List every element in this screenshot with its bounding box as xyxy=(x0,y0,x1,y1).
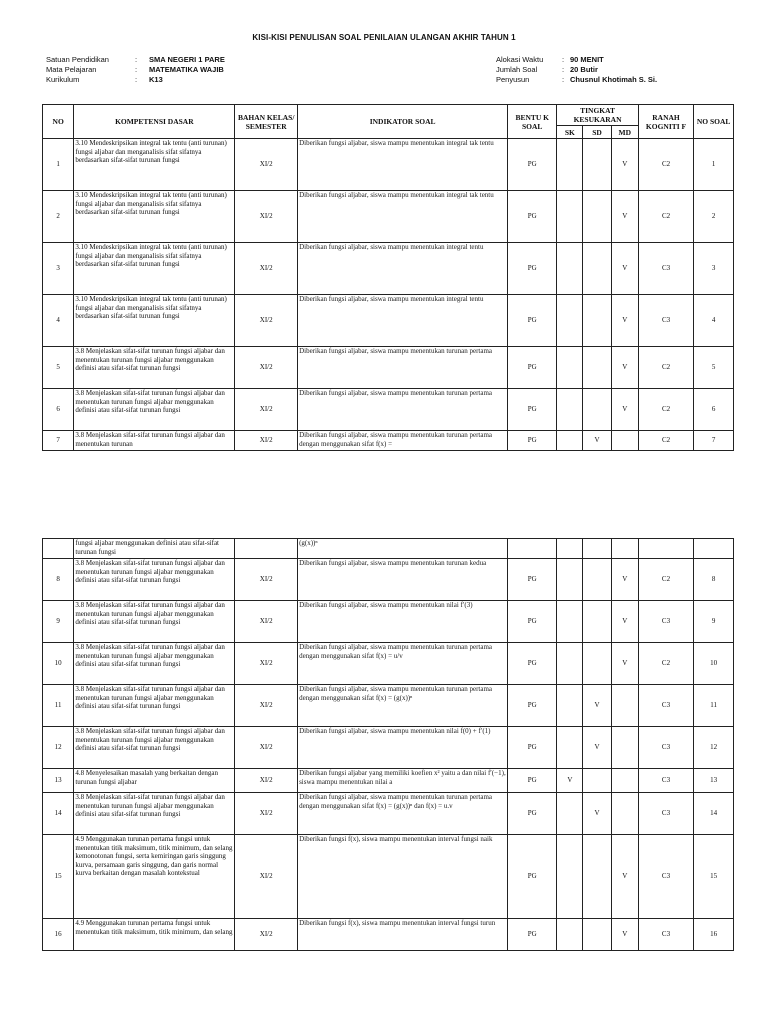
bahan-kelas-cell xyxy=(235,539,298,559)
bahan-kelas-cell: XI/2 xyxy=(235,347,298,389)
row-number: 7 xyxy=(43,431,74,451)
table-row xyxy=(43,793,734,835)
row-number: 1 xyxy=(43,139,74,191)
bentuk-soal-cell: PG xyxy=(508,389,557,431)
md-mark xyxy=(611,727,638,769)
row-number: 9 xyxy=(43,601,74,643)
row-number: 13 xyxy=(43,769,74,793)
bahan-kelas-cell: XI/2 xyxy=(235,139,298,191)
ranah-kognitif-cell: C3 xyxy=(638,727,693,769)
row-number: 14 xyxy=(43,793,74,835)
md-mark: V xyxy=(611,295,638,347)
no-soal-cell: 3 xyxy=(694,243,734,295)
bentuk-soal-cell xyxy=(508,539,557,559)
table-row xyxy=(43,431,734,451)
row-number: 11 xyxy=(43,685,74,727)
md-mark: V xyxy=(611,139,638,191)
md-mark xyxy=(611,431,638,451)
kompetensi-dasar-cell: 3.8 Menjelaskan sifat-sifat turunan fungsi aljabar dan menentukan turunan fungsi aljabar menggunakan definisi atau sifat-sifat turunan fungsi xyxy=(74,793,235,835)
table-row xyxy=(43,295,734,347)
indikator-soal-cell: Diberikan fungsi aljabar, siswa mampu menentukan turunan pertama dengan menggunakan sifat f(x) = (g(x))ⁿ xyxy=(298,685,508,727)
meta-value: 90 MENIT xyxy=(570,55,604,64)
no-soal-cell: 11 xyxy=(694,685,734,727)
md-mark: V xyxy=(611,243,638,295)
sd-mark xyxy=(583,769,611,793)
no-soal-cell: 12 xyxy=(694,727,734,769)
meta-colon: : xyxy=(562,65,565,74)
meta-right xyxy=(496,55,657,85)
meta-label: Mata Pelajaran xyxy=(46,65,97,74)
header-md: MD xyxy=(611,126,638,139)
header-bahan-kelas: BAHAN KELAS/ SEMESTER xyxy=(235,105,298,139)
bentuk-soal-cell: PG xyxy=(508,727,557,769)
indikator-soal-cell: Diberikan fungsi aljabar, siswa mampu menentukan turunan pertama xyxy=(298,347,508,389)
md-mark xyxy=(611,685,638,727)
kompetensi-dasar-cell: 3.8 Menjelaskan sifat-sifat turunan fungsi aljabar dan menentukan turunan fungsi aljabar menggunakan definisi atau sifat-sifat turunan fungsi xyxy=(74,685,235,727)
no-soal-cell xyxy=(694,539,734,559)
kisi-kisi-table-page-1 xyxy=(42,104,734,451)
meta-row xyxy=(46,65,225,75)
table-row xyxy=(43,727,734,769)
ranah-kognitif-cell: C3 xyxy=(638,919,693,951)
header-sk: SK xyxy=(557,126,583,139)
no-soal-cell: 9 xyxy=(694,601,734,643)
table-row xyxy=(43,191,734,243)
no-soal-cell: 5 xyxy=(694,347,734,389)
bahan-kelas-cell: XI/2 xyxy=(235,727,298,769)
meta-colon: : xyxy=(562,55,565,64)
indikator-soal-cell: Diberikan fungsi aljabar, siswa mampu menentukan integral tentu xyxy=(298,243,508,295)
kompetensi-dasar-cell: 3.8 Menjelaskan sifat-sifat turunan fungsi aljabar dan menentukan turunan xyxy=(74,431,235,451)
sk-mark xyxy=(557,727,583,769)
bentuk-soal-cell: PG xyxy=(508,295,557,347)
kompetensi-dasar-cell: 3.10 Mendeskripsikan integral tak tentu (anti turunan) fungsi aljabar dan menganalisis sifat sifatnya berdasarkan sifat-sifat turunan fungsi xyxy=(74,191,235,243)
indikator-soal-cell: Diberikan fungsi aljabar, siswa mampu menentukan integral tak tentu xyxy=(298,139,508,191)
sd-mark xyxy=(583,919,611,951)
sd-mark xyxy=(583,389,611,431)
bahan-kelas-cell: XI/2 xyxy=(235,431,298,451)
meta-colon: : xyxy=(135,55,138,64)
sd-mark xyxy=(583,835,611,919)
sd-mark xyxy=(583,539,611,559)
sd-mark xyxy=(583,243,611,295)
meta-colon: : xyxy=(135,75,138,84)
sk-mark xyxy=(557,919,583,951)
header-ranah-kognitif: RANAH KOGNITI F xyxy=(638,105,693,139)
row-number: 8 xyxy=(43,559,74,601)
bahan-kelas-cell: XI/2 xyxy=(235,295,298,347)
ranah-kognitif-cell: C2 xyxy=(638,389,693,431)
row-number: 15 xyxy=(43,835,74,919)
header-sd: SD xyxy=(583,126,611,139)
no-soal-cell: 1 xyxy=(694,139,734,191)
ranah-kognitif-cell: C3 xyxy=(638,601,693,643)
sk-mark xyxy=(557,643,583,685)
bentuk-soal-cell: PG xyxy=(508,643,557,685)
ranah-kognitif-cell: C2 xyxy=(638,431,693,451)
bentuk-soal-cell: PG xyxy=(508,431,557,451)
header-indikator-soal: INDIKATOR SOAL xyxy=(298,105,508,139)
md-mark: V xyxy=(611,347,638,389)
sd-mark xyxy=(583,347,611,389)
kompetensi-dasar-cell: 3.8 Menjelaskan sifat-sifat turunan fungsi aljabar dan menentukan turunan fungsi aljabar menggunakan definisi atau sifat-sifat turunan fungsi xyxy=(74,601,235,643)
indikator-soal-cell: Diberikan fungsi aljabar, siswa mampu menentukan turunan pertama dengan menggunakan sifat f(x) = xyxy=(298,431,508,451)
table-row xyxy=(43,347,734,389)
sk-mark xyxy=(557,431,583,451)
row-number: 5 xyxy=(43,347,74,389)
table-row xyxy=(43,559,734,601)
no-soal-cell: 10 xyxy=(694,643,734,685)
meta-colon: : xyxy=(562,75,565,84)
bentuk-soal-cell: PG xyxy=(508,685,557,727)
sk-mark xyxy=(557,793,583,835)
bahan-kelas-cell: XI/2 xyxy=(235,835,298,919)
md-mark xyxy=(611,793,638,835)
table-row xyxy=(43,601,734,643)
sd-mark xyxy=(583,559,611,601)
header-no-soal: NO SOAL xyxy=(694,105,734,139)
indikator-soal-cell: Diberikan fungsi aljabar, siswa mampu menentukan turunan kedua xyxy=(298,559,508,601)
sk-mark xyxy=(557,835,583,919)
sk-mark xyxy=(557,347,583,389)
meta-row xyxy=(496,75,657,85)
meta-value: Chusnul Khotimah S. Si. xyxy=(570,75,658,84)
indikator-soal-cell: Diberikan fungsi f(x), siswa mampu menentukan interval fungsi naik xyxy=(298,835,508,919)
kompetensi-dasar-cell: 4.9 Menggunakan turunan pertama fungsi untuk menentukan titik maksimum, titik minimum, dan selang kemonotonan fungsi, serta kemiringan garis singgung kurva, persamaan garis singgung, dan garis normal kurva berkaitan dengan masalah kontekstual xyxy=(74,835,235,919)
kompetensi-dasar-cell: 3.10 Mendeskripsikan integral tak tentu (anti turunan) fungsi aljabar dan menganalisis sifat sifatnya berdasarkan sifat-sifat turunan fungsi xyxy=(74,243,235,295)
kompetensi-dasar-cell: 4.8 Menyelesaikan masalah yang berkaitan dengan turunan fungsi aljabar xyxy=(74,769,235,793)
kompetensi-dasar-cell: 3.8 Menjelaskan sifat-sifat turunan fungsi aljabar dan menentukan turunan fungsi aljabar menggunakan definisi atau sifat-sifat turunan fungsi xyxy=(74,643,235,685)
sd-mark: V xyxy=(583,793,611,835)
ranah-kognitif-cell: C2 xyxy=(638,643,693,685)
header-no: NO xyxy=(43,105,74,139)
kompetensi-dasar-cell: 3.10 Mendeskripsikan integral tak tentu (anti turunan) fungsi aljabar dan menganalisis sifat sifatnya berdasarkan sifat-sifat turunan fungsi xyxy=(74,295,235,347)
no-soal-cell: 7 xyxy=(694,431,734,451)
bahan-kelas-cell: XI/2 xyxy=(235,643,298,685)
md-mark: V xyxy=(611,601,638,643)
ranah-kognitif-cell: C2 xyxy=(638,347,693,389)
kompetensi-dasar-cell: 3.8 Menjelaskan sifat-sifat turunan fungsi aljabar dan menentukan turunan fungsi aljabar menggunakan definisi atau sifat-sifat turunan fungsi xyxy=(74,347,235,389)
indikator-soal-cell: Diberikan fungsi aljabar, siswa mampu menentukan integral tentu xyxy=(298,295,508,347)
meta-value: 20 Butir xyxy=(570,65,598,74)
bentuk-soal-cell: PG xyxy=(508,243,557,295)
meta-row xyxy=(46,75,225,85)
row-number xyxy=(43,539,74,559)
sd-mark xyxy=(583,191,611,243)
table-row xyxy=(43,685,734,727)
row-number: 4 xyxy=(43,295,74,347)
md-mark: V xyxy=(611,191,638,243)
indikator-soal-cell: Diberikan fungsi aljabar, siswa mampu menentukan turunan pertama xyxy=(298,389,508,431)
row-number: 16 xyxy=(43,919,74,951)
meta-row xyxy=(46,55,225,65)
bentuk-soal-cell: PG xyxy=(508,769,557,793)
ranah-kognitif-cell xyxy=(638,539,693,559)
bahan-kelas-cell: XI/2 xyxy=(235,559,298,601)
table-row xyxy=(43,389,734,431)
kompetensi-dasar-cell: 3.10 Mendeskripsikan integral tak tentu (anti turunan) fungsi aljabar dan menganalisis sifat sifatnya berdasarkan sifat-sifat turunan fungsi xyxy=(74,139,235,191)
bentuk-soal-cell: PG xyxy=(508,191,557,243)
no-soal-cell: 16 xyxy=(694,919,734,951)
sd-mark xyxy=(583,601,611,643)
kompetensi-dasar-cell: 3.8 Menjelaskan sifat-sifat turunan fungsi aljabar dan menentukan turunan fungsi aljabar menggunakan definisi atau sifat-sifat turunan fungsi xyxy=(74,559,235,601)
sk-mark xyxy=(557,685,583,727)
bentuk-soal-cell: PG xyxy=(508,139,557,191)
meta-label: Satuan Pendidikan xyxy=(46,55,109,64)
meta-label: Jumlah Soal xyxy=(496,65,538,74)
md-mark: V xyxy=(611,389,638,431)
meta-colon: : xyxy=(135,65,138,74)
sk-mark xyxy=(557,559,583,601)
meta-left xyxy=(46,55,225,85)
ranah-kognitif-cell: C3 xyxy=(638,685,693,727)
md-mark: V xyxy=(611,835,638,919)
meta-value: MATEMATIKA WAJIB xyxy=(149,65,224,74)
meta-row xyxy=(496,65,657,75)
table-row xyxy=(43,243,734,295)
bahan-kelas-cell: XI/2 xyxy=(235,389,298,431)
sd-mark: V xyxy=(583,685,611,727)
bahan-kelas-cell: XI/2 xyxy=(235,191,298,243)
table-row xyxy=(43,769,734,793)
indikator-soal-cell: (g(x))ⁿ xyxy=(298,539,508,559)
sk-mark xyxy=(557,539,583,559)
ranah-kognitif-cell: C3 xyxy=(638,243,693,295)
row-number: 2 xyxy=(43,191,74,243)
meta-value: SMA NEGERI 1 PARE xyxy=(149,55,225,64)
sk-mark xyxy=(557,601,583,643)
ranah-kognitif-cell: C3 xyxy=(638,835,693,919)
sd-mark xyxy=(583,139,611,191)
md-mark xyxy=(611,539,638,559)
no-soal-cell: 14 xyxy=(694,793,734,835)
meta-label: Penyusun xyxy=(496,75,530,84)
sk-mark: V xyxy=(557,769,583,793)
indikator-soal-cell: Diberikan fungsi aljabar, siswa mampu menentukan nilai f(0) + f′(1) xyxy=(298,727,508,769)
table-body-page-1 xyxy=(43,139,734,451)
bentuk-soal-cell: PG xyxy=(508,793,557,835)
header-kompetensi-dasar: KOMPETENSI DASAR xyxy=(74,105,235,139)
indikator-soal-cell: Diberikan fungsi f(x), siswa mampu menentukan interval fungsi turun xyxy=(298,919,508,951)
md-mark xyxy=(611,769,638,793)
indikator-soal-cell: Diberikan fungsi aljabar, siswa mampu menentukan turunan pertama dengan menggunakan sifat f(x) = (g(x))ⁿ dan f(x) = u.v xyxy=(298,793,508,835)
no-soal-cell: 2 xyxy=(694,191,734,243)
bahan-kelas-cell: XI/2 xyxy=(235,685,298,727)
bahan-kelas-cell: XI/2 xyxy=(235,919,298,951)
bentuk-soal-cell: PG xyxy=(508,919,557,951)
ranah-kognitif-cell: C3 xyxy=(638,295,693,347)
no-soal-cell: 6 xyxy=(694,389,734,431)
ranah-kognitif-cell: C2 xyxy=(638,191,693,243)
document-title: KISI-KISI PENULISAN SOAL PENILAIAN ULANGAN AKHIR TAHUN 1 xyxy=(252,33,516,42)
table-row xyxy=(43,643,734,685)
indikator-soal-cell: Diberikan fungsi aljabar yang memiliki koefien x² yaitu a dan nilai f′(−1), siswa mampu menentukan nilai a xyxy=(298,769,508,793)
ranah-kognitif-cell: C3 xyxy=(638,769,693,793)
kompetensi-dasar-cell: 3.8 Menjelaskan sifat-sifat turunan fungsi aljabar dan menentukan turunan fungsi aljabar menggunakan definisi atau sifat-sifat turunan fungsi xyxy=(74,389,235,431)
bahan-kelas-cell: XI/2 xyxy=(235,769,298,793)
table-row xyxy=(43,919,734,951)
md-mark: V xyxy=(611,919,638,951)
meta-row xyxy=(496,55,657,65)
sk-mark xyxy=(557,389,583,431)
bahan-kelas-cell: XI/2 xyxy=(235,243,298,295)
indikator-soal-cell: Diberikan fungsi aljabar, siswa mampu menentukan turunan pertama dengan menggunakan sifat f(x) = u/v xyxy=(298,643,508,685)
ranah-kognitif-cell: C2 xyxy=(638,559,693,601)
meta-label: Kurikulum xyxy=(46,75,80,84)
bentuk-soal-cell: PG xyxy=(508,559,557,601)
ranah-kognitif-cell: C3 xyxy=(638,793,693,835)
table-row xyxy=(43,139,734,191)
bahan-kelas-cell: XI/2 xyxy=(235,793,298,835)
indikator-soal-cell: Diberikan fungsi aljabar, siswa mampu menentukan nilai f′(3) xyxy=(298,601,508,643)
kisi-kisi-table-page-2 xyxy=(42,538,734,951)
sd-mark xyxy=(583,295,611,347)
no-soal-cell: 15 xyxy=(694,835,734,919)
meta-label: Alokasi Waktu xyxy=(496,55,544,64)
table-row xyxy=(43,835,734,919)
row-number: 6 xyxy=(43,389,74,431)
meta-value: K13 xyxy=(149,75,163,84)
sd-mark xyxy=(583,643,611,685)
table-row xyxy=(43,539,734,559)
table-body-page-2 xyxy=(43,539,734,951)
ranah-kognitif-cell: C2 xyxy=(638,139,693,191)
bentuk-soal-cell: PG xyxy=(508,601,557,643)
bentuk-soal-cell: PG xyxy=(508,835,557,919)
row-number: 3 xyxy=(43,243,74,295)
sd-mark: V xyxy=(583,727,611,769)
no-soal-cell: 4 xyxy=(694,295,734,347)
no-soal-cell: 8 xyxy=(694,559,734,601)
bahan-kelas-cell: XI/2 xyxy=(235,601,298,643)
kompetensi-dasar-cell: fungsi aljabar menggunakan definisi atau sifat-sifat turunan fungsi xyxy=(74,539,235,559)
sk-mark xyxy=(557,139,583,191)
header-tingkat-kesukaran: TINGKAT KESUKARAN xyxy=(557,105,639,126)
row-number: 10 xyxy=(43,643,74,685)
header-bentuk-soal: BENTU K SOAL xyxy=(508,105,557,139)
sk-mark xyxy=(557,243,583,295)
sk-mark xyxy=(557,191,583,243)
kompetensi-dasar-cell: 4.9 Menggunakan turunan pertama fungsi untuk menentukan titik maksimum, titik minimum, dan selang xyxy=(74,919,235,951)
no-soal-cell: 13 xyxy=(694,769,734,793)
kompetensi-dasar-cell: 3.8 Menjelaskan sifat-sifat turunan fungsi aljabar dan menentukan turunan fungsi aljabar menggunakan definisi atau sifat-sifat turunan fungsi xyxy=(74,727,235,769)
md-mark: V xyxy=(611,643,638,685)
sd-mark: V xyxy=(583,431,611,451)
indikator-soal-cell: Diberikan fungsi aljabar, siswa mampu menentukan integral tak tentu xyxy=(298,191,508,243)
bentuk-soal-cell: PG xyxy=(508,347,557,389)
sk-mark xyxy=(557,295,583,347)
md-mark: V xyxy=(611,559,638,601)
row-number: 12 xyxy=(43,727,74,769)
